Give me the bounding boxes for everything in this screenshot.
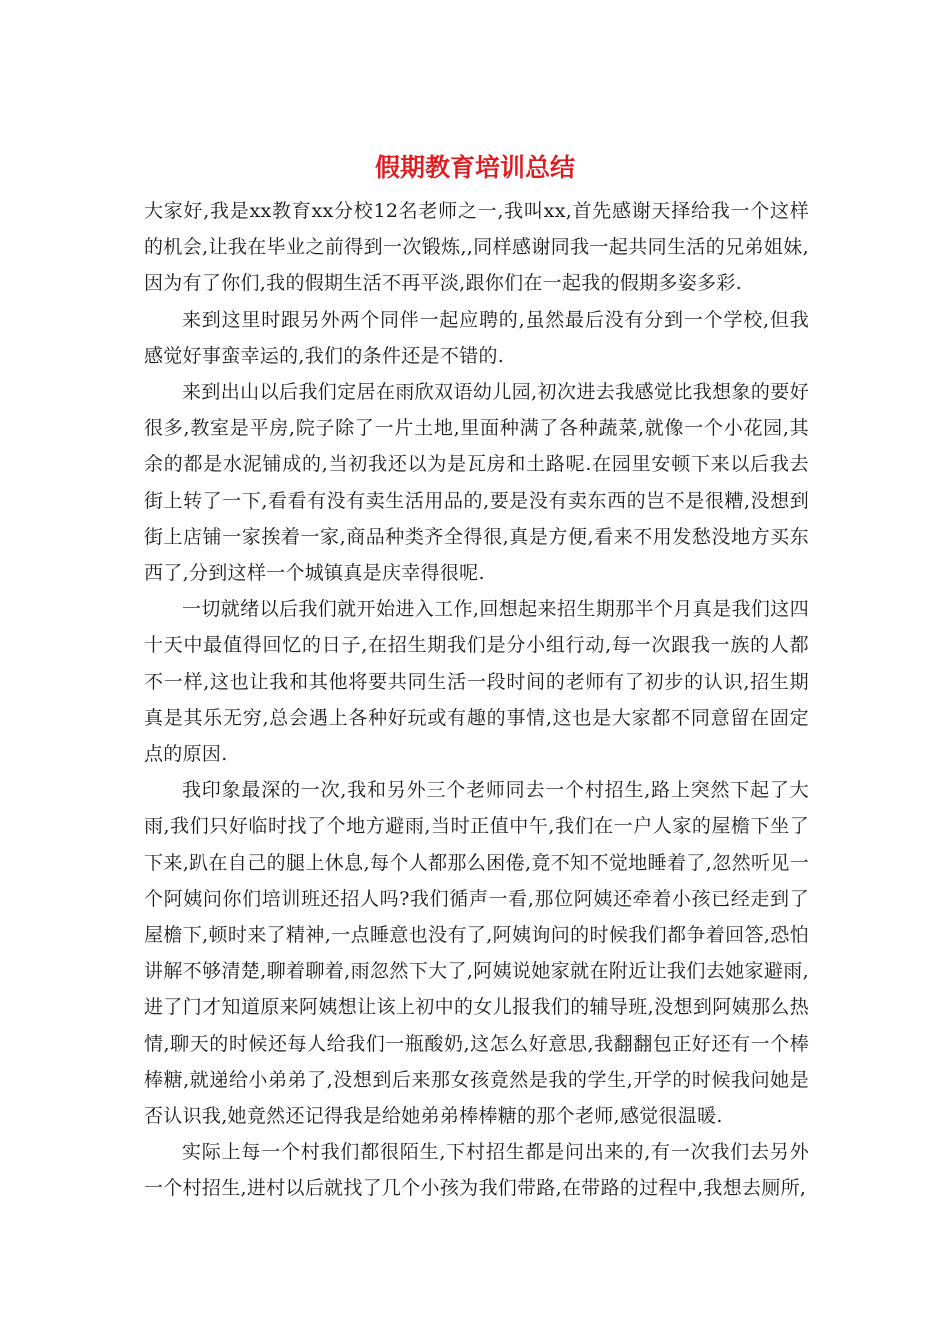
paragraph-village: 实际上每一个村我们都很陌生,下村招生都是问出来的,有一次我们去另外一个村招生,进村以后就找了几个小孩为我们带路,在带路的过程中,我想去厕所, — [144, 1141, 809, 1200]
document-title: 假期教育培训总结 — [374, 153, 575, 182]
document-body — [144, 193, 809, 1207]
paragraph-rain-story: 我印象最深的一次,我和另外三个老师同去一个村招生,路上突然下起了大雨,我们只好临时找了个地方避雨,当时正值中午,我们在一户人家的屋檐下坐了下来,趴在自己的腿上休息,每个人都那么困倦,竟不知不觉地睡着了,忽然听见一个阿姨问你们培训班还招人吗?我们循声一看,那位阿姨还牵着小孩已经走到了屋檐下,顿时来了精神,一点睡意也没有了,阿姨询问的时候我们都争着回答,恐怕讲解不够清楚,聊着聊着,雨忽然下大了,阿姨说她家就在附近让我们去她家避雨,进了门才知道原来阿姨想让该上初中的女儿报我们的辅导班,没想到阿姨那么热情,聊天的时候还每人给我们一瓶酸奶,这怎么好意思,我翻翻包正好还有一个棒棒糖,就递给小弟弟了,没想到后来那女孩竟然是我的学生,开学的时候我问她是否认识我,她竟然还记得我是给她弟弟棒棒糖的那个老师,感觉很温暖. — [144, 779, 809, 1128]
paragraph-arrival: 来到这里时跟另外两个同伴一起应聘的,虽然最后没有分到一个学校,但我感觉好事蛮幸运的,我们的条件还是不错的. — [144, 308, 809, 367]
paragraph-kindergarten: 来到出山以后我们定居在雨欣双语幼儿园,初次进去我感觉比我想象的要好很多,教室是平房,院子除了一片土地,里面种满了各种蔬菜,就像一个小花园,其余的都是水泥铺成的,当初我还以为是瓦房和土路呢.在园里安顿下来以后我去街上转了一下,看看有没有卖生活用品的,要是没有卖东西的岂不是很糟,没想到街上店铺一家挨着一家,商品种类齐全得很,真是方便,看来不用发愁没地方买东西了,分到这样一个城镇真是庆幸得很呢. — [144, 381, 809, 585]
paragraph-intro: 大家好,我是xx教育xx分校12名老师之一,我叫xx,首先感谢天择给我一个这样的机会,让我在毕业之前得到一次锻炼,,同样感谢同我一起共同生活的兄弟姐妹,因为有了你们,我的假期生活不再平淡,跟你们在一起我的假期多姿多彩. — [144, 200, 809, 295]
paragraph-enrollment: 一切就绪以后我们就开始进入工作,回想起来招生期那半个月真是我们这四十天中最值得回忆的日子,在招生期我们是分小组行动,每一次跟我一族的人都不一样,这也让我和其他将要共同生活一段时间的老师有了初步的认识,招生期真是其乐无穷,总会遇上各种好玩或有趣的事情,这也是大家都不同意留在固定点的原因. — [144, 598, 809, 766]
